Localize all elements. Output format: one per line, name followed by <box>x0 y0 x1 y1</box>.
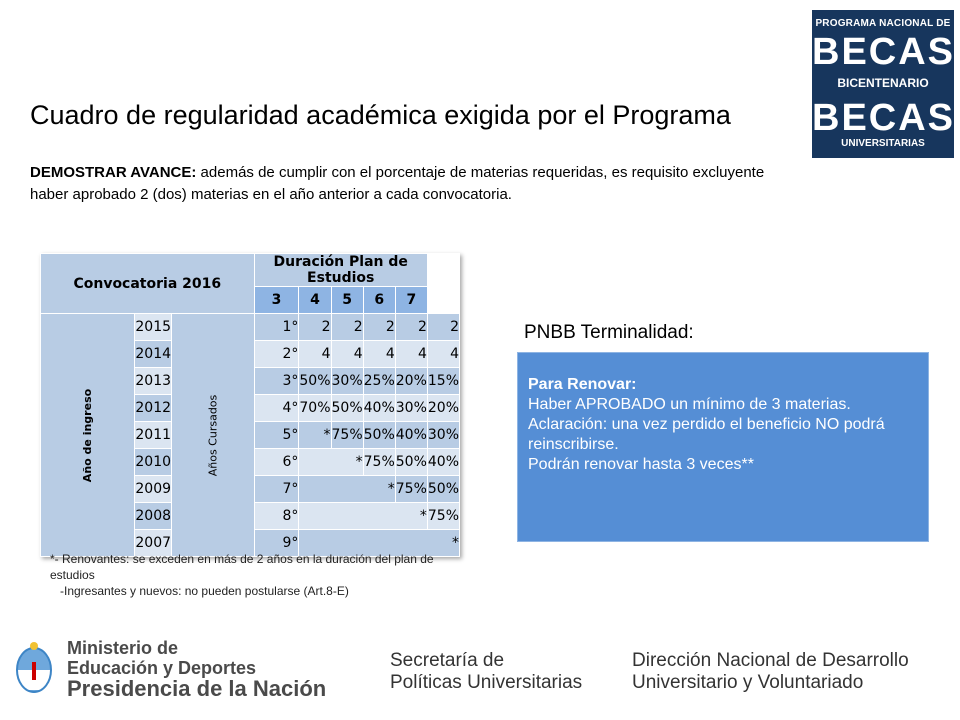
renewal-heading: Para Renovar: <box>528 376 637 393</box>
cursado-cell: 5° <box>254 422 299 449</box>
value-cell: 70% <box>299 395 331 422</box>
value-cell: 2 <box>363 314 395 341</box>
value-cell: 30% <box>427 422 459 449</box>
value-cell: 40% <box>363 395 395 422</box>
argentina-shield-icon <box>14 640 54 696</box>
renewal-line-3: Podrán renovar hasta 3 veces** <box>528 456 754 473</box>
value-cell: 20% <box>427 395 459 422</box>
year-cell: 2009 <box>135 476 172 503</box>
value-cell: 30% <box>331 368 363 395</box>
plan-header: 4 <box>299 287 331 314</box>
value-cell: 40% <box>427 449 459 476</box>
value-cell: 50% <box>363 422 395 449</box>
renewal-box <box>517 352 929 542</box>
value-cell: 4 <box>331 341 363 368</box>
pnbb-heading: PNBB Terminalidad: <box>524 322 694 343</box>
logo-bicentenario: BICENTENARIO <box>837 76 929 90</box>
value-cell: * <box>299 422 331 449</box>
value-cell: * <box>299 503 428 530</box>
ministerio-line-1: Ministerio de <box>67 638 179 658</box>
plan-header: 3 <box>254 287 299 314</box>
becas-logo <box>812 10 954 158</box>
value-cell: 4 <box>363 341 395 368</box>
plan-header: 7 <box>395 287 427 314</box>
intro-lead: DEMOSTRAR AVANCE: <box>30 164 197 181</box>
value-cell: 2 <box>299 314 331 341</box>
value-cell: 50% <box>331 395 363 422</box>
value-cell: 2 <box>395 314 427 341</box>
cursado-cell: 2° <box>254 341 299 368</box>
ministerio-line-2: Educación y Deportes <box>67 658 257 678</box>
cursado-cell: 8° <box>254 503 299 530</box>
secretaria: Secretaría de Políticas Universitarias <box>390 650 583 693</box>
logo-top-text: PROGRAMA NACIONAL DE <box>815 18 951 29</box>
value-cell: 25% <box>363 368 395 395</box>
value-cell: * <box>299 530 460 557</box>
value-cell: 20% <box>395 368 427 395</box>
cursado-cell: 3° <box>254 368 299 395</box>
direccion-nacional: Dirección Nacional de Desarrollo Universitario y Voluntariado <box>632 650 909 693</box>
value-cell: 2 <box>427 314 459 341</box>
renewal-line-2: Aclaración: una vez perdido el beneficio NO podrá reinscribirse. <box>528 416 885 453</box>
value-cell: 4 <box>427 341 459 368</box>
value-cell: 75% <box>363 449 395 476</box>
page-title: Cuadro de regularidad académica exigida por el Programa <box>30 100 731 130</box>
value-cell: 50% <box>427 476 459 503</box>
cursado-cell: 4° <box>254 395 299 422</box>
regularity-table <box>40 253 460 557</box>
value-cell: * <box>299 476 395 503</box>
cursado-cell: 1° <box>254 314 299 341</box>
table-row <box>41 314 460 341</box>
cursado-cell: 6° <box>254 449 299 476</box>
intro-text: además de cumplir con el porcentaje de materias requeridas, es requisito excluyente haber aprobado 2 (dos) materias en el año anterior a cada convocatoria. <box>30 164 765 203</box>
logo-becas-1: BECAS <box>812 31 956 73</box>
year-cell: 2012 <box>135 395 172 422</box>
value-cell: 75% <box>395 476 427 503</box>
value-cell: 50% <box>395 449 427 476</box>
presidencia: Presidencia de la Nación <box>67 676 327 701</box>
year-cell: 2007 <box>135 530 172 557</box>
footer <box>0 628 960 708</box>
year-cell: 2010 <box>135 449 172 476</box>
note-line-1: *- Renovantes: se exceden en más de 2 años en la duración del plan de estudios <box>50 552 434 582</box>
duracion-header: Duración Plan de Estudios <box>254 254 427 287</box>
cursado-cell: 7° <box>254 476 299 503</box>
value-cell: 15% <box>427 368 459 395</box>
value-cell: 40% <box>395 422 427 449</box>
year-cell: 2011 <box>135 422 172 449</box>
value-cell: 30% <box>395 395 427 422</box>
plan-header: 5 <box>331 287 363 314</box>
table-notes <box>50 551 460 599</box>
convocatoria-header: Convocatoria 2016 <box>41 254 255 314</box>
year-cell: 2008 <box>135 503 172 530</box>
value-cell: 4 <box>299 341 331 368</box>
value-cell: 75% <box>427 503 459 530</box>
value-cell: 50% <box>299 368 331 395</box>
anio-ingreso-label: Año de ingreso <box>41 314 135 557</box>
value-cell: 75% <box>331 422 363 449</box>
plan-header: 6 <box>363 287 395 314</box>
value-cell: 2 <box>331 314 363 341</box>
renewal-line-1: Haber APROBADO un mínimo de 3 materias. <box>528 396 851 413</box>
logo-universitarias: UNIVERSITARIAS <box>841 138 925 149</box>
value-cell: 4 <box>395 341 427 368</box>
year-cell: 2013 <box>135 368 172 395</box>
note-line-2: -Ingresantes y nuevos: no pueden postularse (Art.8-E) <box>60 584 349 598</box>
logo-becas-2: BECAS <box>812 97 956 139</box>
year-cell: 2015 <box>135 314 172 341</box>
value-cell: * <box>299 449 363 476</box>
intro-paragraph <box>30 162 790 206</box>
cursado-cell: 9° <box>254 530 299 557</box>
anios-cursados-label: Años Cursados <box>172 314 255 557</box>
year-cell: 2014 <box>135 341 172 368</box>
